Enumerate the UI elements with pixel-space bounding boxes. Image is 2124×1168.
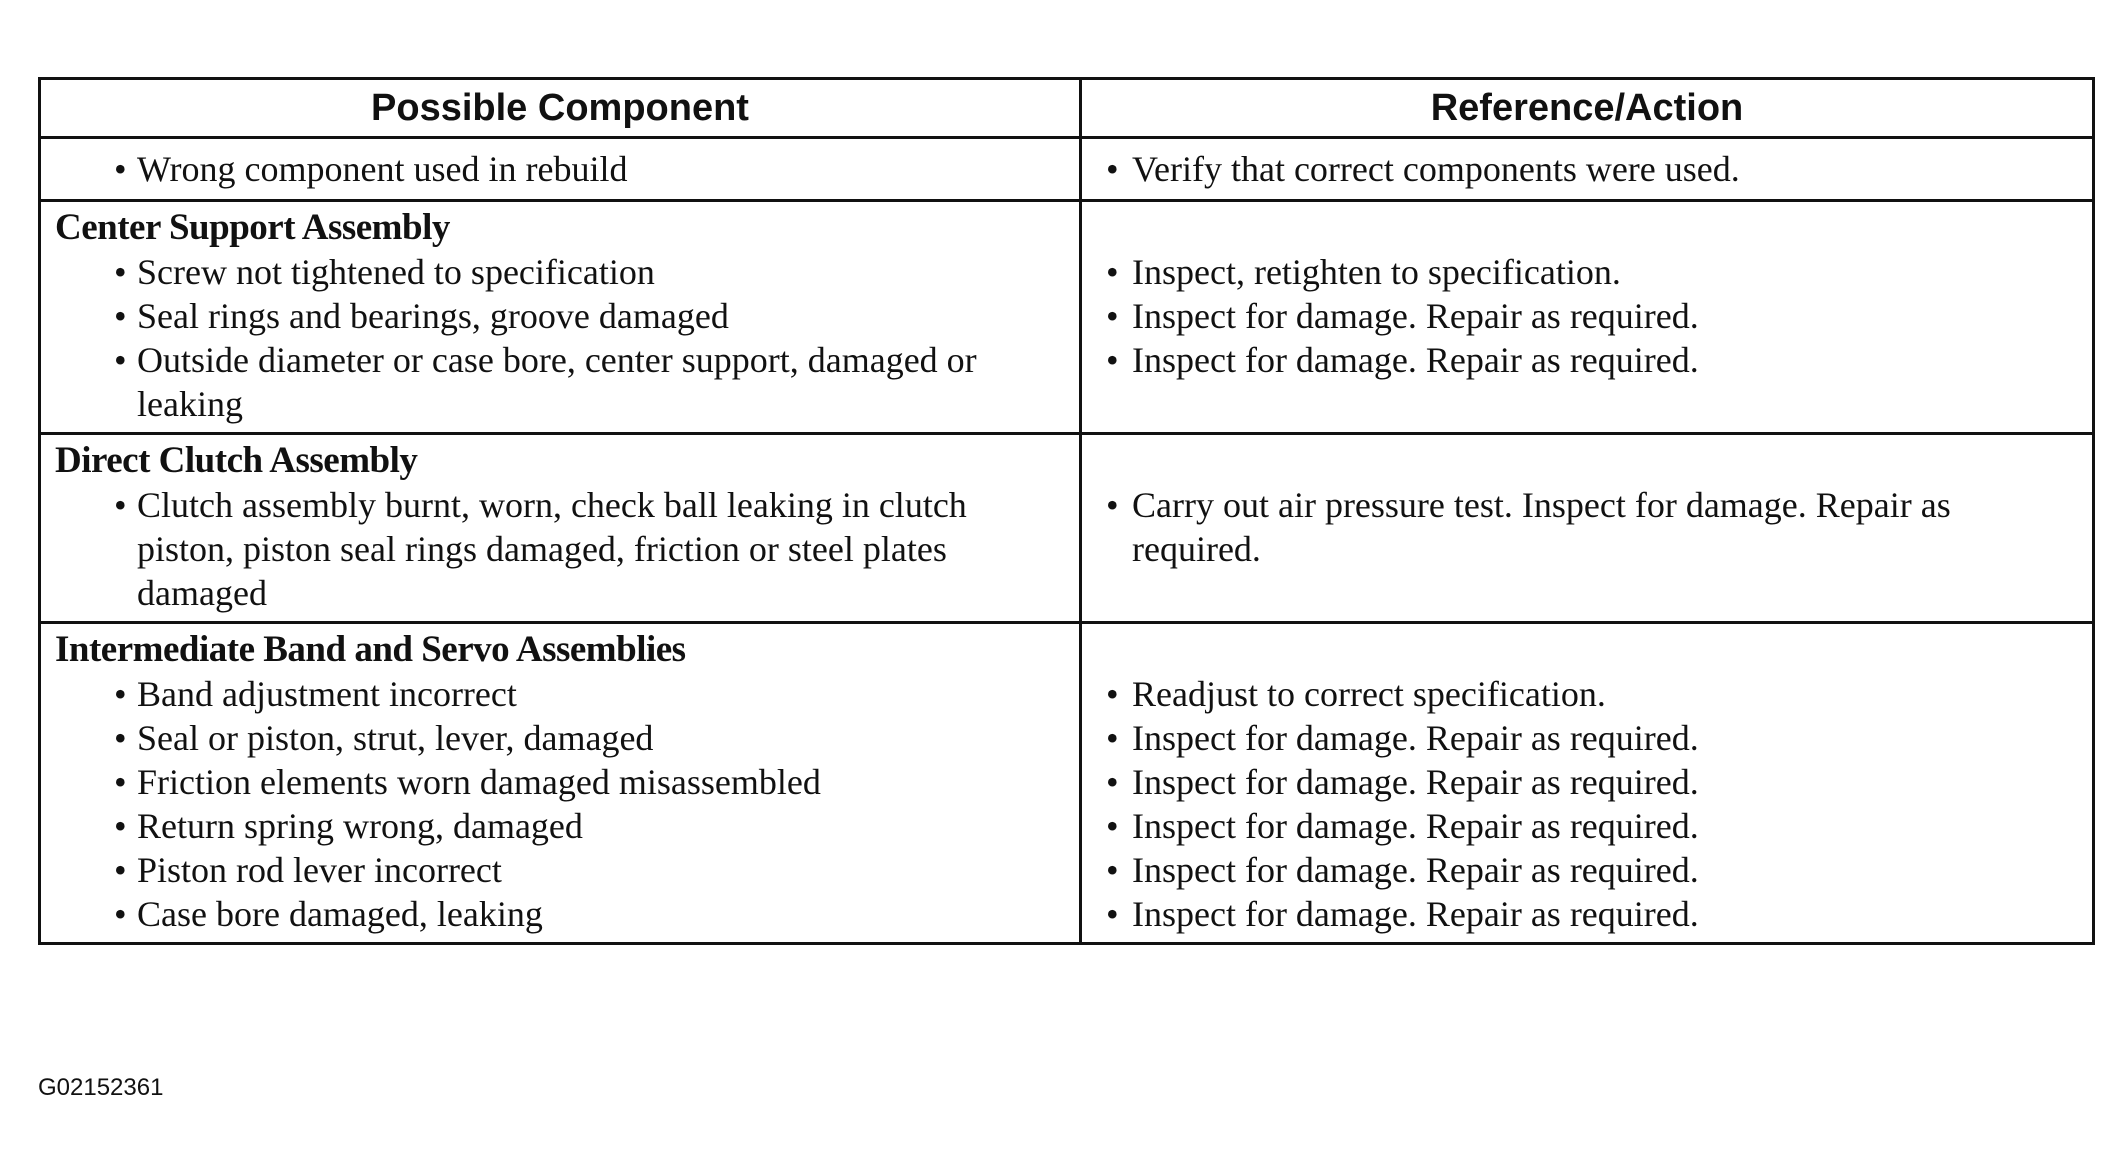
component-text: • Seal rings and bearings, groove damaged: [51, 294, 1069, 338]
action-text: • Carry out air pressure test. Inspect for damage. Repair as required.: [1092, 483, 2082, 571]
component-text: • Clutch assembly burnt, worn, check ball leaking in clutch piston, piston seal rings damaged, friction or steel plates damaged: [51, 483, 1069, 615]
header-reference-action: Reference/Action: [1081, 79, 2094, 138]
figure-id: G02152361: [38, 1074, 164, 1101]
diagnosis-table: [38, 77, 2095, 945]
action-cell: [1081, 623, 2094, 944]
component-text: • Outside diameter or case bore, center support, damaged or leaking: [51, 338, 1069, 426]
component-cell: [40, 434, 1081, 623]
action-text: • Inspect for damage. Repair as required.: [1092, 848, 2082, 892]
action-text: • Inspect for damage. Repair as required.: [1092, 892, 2082, 936]
section-intermediate-band: [40, 623, 2094, 944]
component-cell: [40, 201, 1081, 434]
component-cell: [40, 623, 1081, 944]
action-text: • Inspect for damage. Repair as required.: [1092, 338, 2082, 382]
component-text: • Case bore damaged, leaking: [51, 892, 1069, 936]
action-text: • Inspect, retighten to specification.: [1092, 250, 2082, 294]
header-possible-component: Possible Component: [40, 79, 1081, 138]
action-cell: [1081, 138, 2094, 201]
action-text: • Inspect for damage. Repair as required.: [1092, 294, 2082, 338]
section-title: Intermediate Band and Servo Assemblies: [55, 629, 686, 670]
header-row: [40, 79, 2094, 138]
component-cell: [40, 138, 1081, 201]
component-text: • Band adjustment incorrect: [51, 672, 1069, 716]
section-title: Direct Clutch Assembly: [55, 440, 418, 481]
action-text: • Readjust to correct specification.: [1092, 672, 2082, 716]
action-text: • Verify that correct components were used.: [1092, 147, 2082, 191]
section-title: Center Support Assembly: [55, 207, 450, 248]
action-text: • Inspect for damage. Repair as required.: [1092, 760, 2082, 804]
component-text: • Seal or piston, strut, lever, damaged: [51, 716, 1069, 760]
action-text: • Inspect for damage. Repair as required.: [1092, 804, 2082, 848]
component-text: • Friction elements worn damaged misassembled: [51, 760, 1069, 804]
action-text: • Inspect for damage. Repair as required.: [1092, 716, 2082, 760]
action-cell: [1081, 201, 2094, 434]
component-text: • Screw not tightened to specification: [51, 250, 1069, 294]
action-cell: [1081, 434, 2094, 623]
section-direct-clutch: [40, 434, 2094, 623]
component-text: • Return spring wrong, damaged: [51, 804, 1069, 848]
component-text: • Piston rod lever incorrect: [51, 848, 1069, 892]
section-center-support: [40, 201, 2094, 434]
component-text: • Wrong component used in rebuild: [51, 147, 1069, 191]
table-row: [40, 138, 2094, 201]
